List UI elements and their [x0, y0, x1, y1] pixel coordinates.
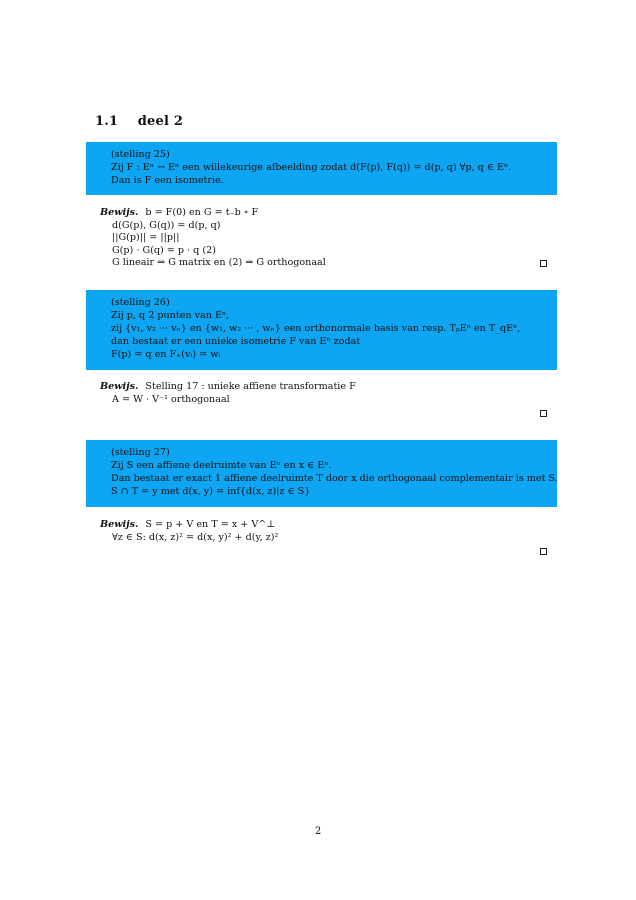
theorem-line: F(p) = q en F₊(vᵢ) = wᵢ	[111, 349, 221, 360]
section-heading	[95, 114, 183, 129]
theorem-line: Zij F : Eⁿ → Eⁿ een willekeurige afbeelding zodat d(F(p), F(q)) = d(p, q) ∀p, q ∈ Eⁿ.	[111, 162, 512, 173]
theorem-line: Zij p, q 2 punten van Eⁿ,	[111, 310, 230, 321]
theorem-line: S ∩ T = y met d(x, y) = inf{d(x, z)|z ∈ S}	[111, 486, 311, 497]
qed-square-icon	[540, 548, 547, 555]
proof-26	[100, 381, 557, 406]
proof-25	[100, 207, 557, 270]
theorem-line: Zij S een affiene deelruimte van Eⁿ en x ∈ Eⁿ.	[111, 460, 332, 471]
theorem-box-27	[86, 440, 557, 507]
theorem-box-26	[86, 290, 557, 370]
proof-line: d(G(p), G(q)) = d(p, q)	[112, 219, 221, 231]
theorem-line: Dan bestaat er exact 1 affiene deelruimte T door x die orthogonaal complementair is met S.	[111, 473, 558, 484]
theorem-line: Dan is F een isometrie.	[111, 175, 224, 186]
qed-square-icon	[540, 410, 547, 417]
proof-line: Stelling 17 : unieke affiene transformatie F	[145, 381, 356, 392]
theorem-line: zij {v₁, v₂ ··· vₙ} en {w₁, w₂ ··· , wₙ} een orthonormale basis van resp. TₚEⁿ en T_qEⁿ,	[111, 323, 521, 334]
theorem-line: (stelling 26)	[111, 297, 170, 308]
proof-line: G(p) · G(q) = p · q (2)	[112, 244, 216, 256]
proof-label: Bewijs.	[100, 519, 139, 530]
page-number: 2	[314, 826, 322, 837]
proof-line: ||G(p)|| = ||p||	[112, 232, 180, 243]
section-number: 1.1	[95, 114, 119, 129]
proof-line: G lineair ⇒ G matrix en (2) ⇒ G orthogonaal	[112, 257, 326, 268]
proof-line: A = W · V⁻¹ orthogonaal	[112, 393, 230, 405]
proof-label: Bewijs.	[100, 381, 139, 392]
proof-27	[100, 519, 557, 544]
theorem-line: dan bestaat er een unieke isometrie F van Eⁿ zodat	[111, 336, 361, 347]
theorem-line: (stelling 25)	[111, 149, 170, 160]
proof-line: S = p + V en T = x + V^⊥	[145, 519, 276, 530]
proof-line: ∀z ∈ S: d(x, z)² = d(x, y)² + d(y, z)²	[112, 531, 279, 543]
section-title: deel 2	[137, 114, 184, 129]
qed-square-icon	[540, 260, 547, 267]
proof-line: b = F(0) en G = t₋b ∘ F	[145, 207, 259, 218]
proof-label: Bewijs.	[100, 207, 139, 218]
theorem-line: (stelling 27)	[111, 447, 170, 458]
theorem-box-25	[86, 142, 557, 195]
